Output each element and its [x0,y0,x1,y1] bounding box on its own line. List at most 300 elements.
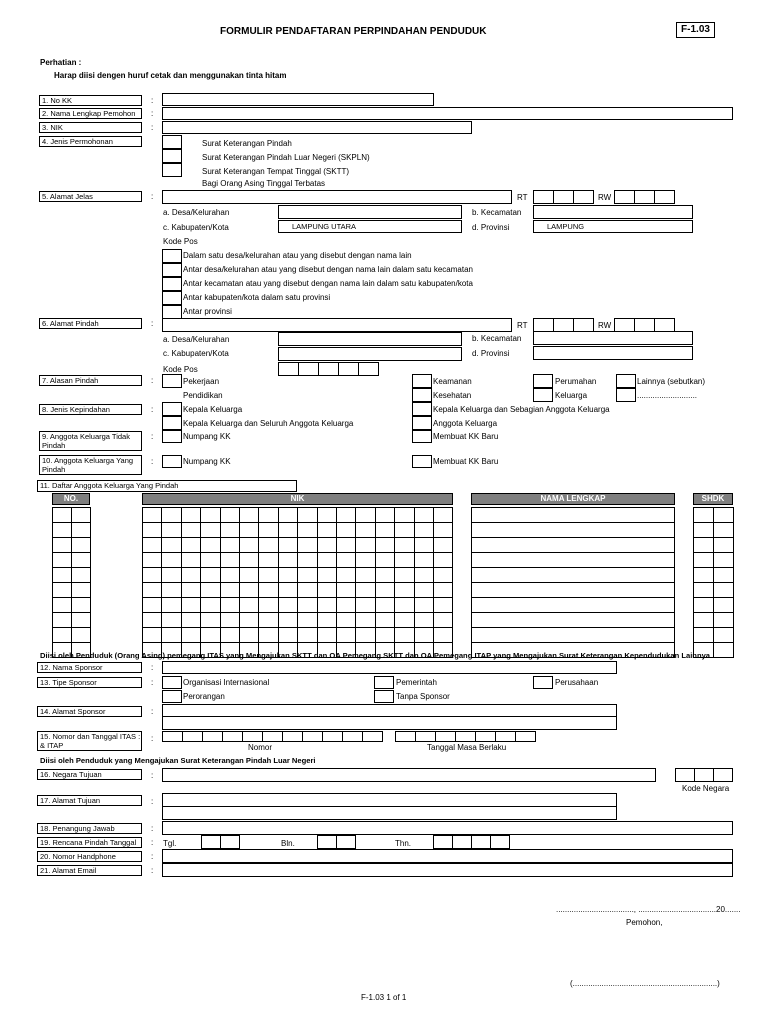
nik-digit-cell[interactable] [258,597,278,613]
no-cell[interactable] [52,552,72,568]
nik-digit-cell[interactable] [336,627,356,643]
itas-date-box[interactable] [415,731,436,742]
nik-digit-cell[interactable] [317,612,337,628]
nik-digit-cell[interactable] [278,567,298,583]
no-cell[interactable] [71,537,91,553]
checkbox-keluarga[interactable] [533,388,553,402]
tanggal-box[interactable] [220,835,240,849]
checkbox-klasifikasi-2[interactable] [162,263,182,277]
no-cell[interactable] [71,522,91,538]
itas-date-box[interactable] [455,731,476,742]
rt-box[interactable] [573,318,594,332]
nik-digit-cell[interactable] [355,582,375,598]
nik-digit-cell[interactable] [297,582,317,598]
nik-digit-cell[interactable] [355,552,375,568]
rw-label: RW [598,321,612,330]
rw-box[interactable] [614,190,635,204]
itas-digit-box[interactable] [242,731,263,742]
nama-lengkap-cell[interactable] [471,567,675,583]
nik-digit-cell[interactable] [317,567,337,583]
nik-digit-cell[interactable] [394,597,414,613]
kode-pos-box[interactable] [338,362,359,376]
nik-digit-cell[interactable] [181,522,201,538]
itas-digit-box[interactable] [362,731,383,742]
nik-digit-cell[interactable] [258,612,278,628]
nik-digit-cell[interactable] [336,537,356,553]
nik-digit-cell[interactable] [317,552,337,568]
kode-negara-box[interactable] [694,768,714,782]
nik-digit-cell[interactable] [336,597,356,613]
nik-digit-cell[interactable] [433,507,453,523]
nik-digit-cell[interactable] [433,522,453,538]
kode-pos-box[interactable] [358,362,379,376]
nik-digit-cell[interactable] [161,507,181,523]
negara-tujuan-input[interactable] [162,768,656,782]
nik-digit-cell[interactable] [394,552,414,568]
nik-digit-cell[interactable] [142,552,162,568]
nik-digit-cell[interactable] [355,522,375,538]
itas-digit-box[interactable] [222,731,243,742]
bulan-box[interactable] [317,835,337,849]
no-cell[interactable] [52,597,72,613]
nik-digit-cell[interactable] [200,582,220,598]
nik-digit-cell[interactable] [394,612,414,628]
nik-digit-cell[interactable] [239,582,259,598]
nik-digit-cell[interactable] [317,522,337,538]
no-cell[interactable] [71,507,91,523]
nik-digit-cell[interactable] [278,507,298,523]
checkbox-organisasi[interactable] [162,676,182,689]
nik-digit-cell[interactable] [181,582,201,598]
nik-digit-cell[interactable] [200,537,220,553]
nama-pemohon-input[interactable] [162,107,733,120]
nik-digit-cell[interactable] [220,567,240,583]
no-cell[interactable] [52,567,72,583]
nik-digit-cell[interactable] [161,597,181,613]
nik-digit-cell[interactable] [181,552,201,568]
nik-digit-cell[interactable] [414,537,434,553]
nik-digit-cell[interactable] [258,582,278,598]
pemohon-label: Pemohon, [626,918,663,927]
nama-lengkap-cell[interactable] [471,537,675,553]
itas-date-box[interactable] [515,731,536,742]
nik-digit-cell[interactable] [355,537,375,553]
tahun-box[interactable] [490,835,510,849]
no-cell[interactable] [52,537,72,553]
nama-lengkap-cell[interactable] [471,612,675,628]
nik-digit-cell[interactable] [258,627,278,643]
shdk-cell[interactable] [693,582,714,598]
nik-digit-cell[interactable] [142,582,162,598]
label-tipe-sponsor: 13. Tipe Sponsor [37,677,142,688]
nik-digit-cell[interactable] [297,627,317,643]
lainnya-input[interactable] [616,388,636,402]
itas-digit-box[interactable] [302,731,323,742]
klasifikasi-5: Antar provinsi [183,307,232,316]
checkbox-lainnya[interactable] [616,374,636,388]
nik-digit-cell[interactable] [258,507,278,523]
checkbox-kesehatan[interactable] [412,388,432,402]
checkbox-anggota-keluarga[interactable] [412,416,432,430]
nik-digit-cell[interactable] [200,522,220,538]
nik-digit-cell[interactable] [239,522,259,538]
itas-date-box[interactable] [475,731,496,742]
nama-lengkap-cell[interactable] [471,507,675,523]
no-cell[interactable] [52,627,72,643]
checkbox-skp[interactable] [162,135,182,149]
shdk-cell[interactable] [713,627,734,643]
checkbox-keamanan[interactable] [412,374,432,388]
tahun-box[interactable] [471,835,491,849]
nik-digit-cell[interactable] [161,627,181,643]
nik-digit-cell[interactable] [239,507,259,523]
kode-negara-box[interactable] [675,768,695,782]
shdk-cell[interactable] [713,522,734,538]
checkbox-numpang-kk-9[interactable] [162,430,182,443]
alamat-jelas-input[interactable] [162,190,512,204]
itas-digit-box[interactable] [262,731,283,742]
nik-digit-cell[interactable] [297,552,317,568]
shdk-cell[interactable] [693,612,714,628]
option-perorangan: Perorangan [183,692,225,701]
checkbox-sktt[interactable] [162,163,182,177]
checkbox-klasifikasi-1[interactable] [162,249,182,263]
no-cell[interactable] [71,582,91,598]
kabupaten-input[interactable] [278,220,462,233]
nik-digit-cell[interactable] [239,537,259,553]
rw-box[interactable] [614,318,635,332]
checkbox-tanpa-sponsor[interactable] [374,690,394,703]
nik-digit-cell[interactable] [336,612,356,628]
nik-digit-cell[interactable] [317,537,337,553]
shdk-cell[interactable] [713,567,734,583]
shdk-cell[interactable] [713,597,734,613]
nik-digit-cell[interactable] [375,552,395,568]
tahun-box[interactable] [433,835,453,849]
nik-digit-cell[interactable] [317,627,337,643]
shdk-cell[interactable] [693,552,714,568]
nik-digit-cell[interactable] [161,522,181,538]
nik-digit-cell[interactable] [142,627,162,643]
itas-digit-box[interactable] [322,731,343,742]
nik-digit-cell[interactable] [394,507,414,523]
nik-digit-cell[interactable] [297,597,317,613]
no-cell[interactable] [52,522,72,538]
itas-date-box[interactable] [495,731,516,742]
nik-digit-cell[interactable] [161,552,181,568]
nik-digit-cell[interactable] [181,627,201,643]
tahun-box[interactable] [452,835,472,849]
checkbox-pekerjaan[interactable] [162,374,182,388]
nik-digit-cell[interactable] [220,597,240,613]
no-cell[interactable] [52,507,72,523]
nik-digit-cell[interactable] [161,612,181,628]
nik-digit-cell[interactable] [220,507,240,523]
nik-digit-cell[interactable] [433,582,453,598]
nik-input[interactable] [162,121,472,134]
shdk-cell[interactable] [693,567,714,583]
shdk-cell[interactable] [693,537,714,553]
desa-pindah-input[interactable] [278,332,462,346]
nik-digit-cell[interactable] [394,537,414,553]
checkbox-kepala-keluarga[interactable] [162,402,182,416]
nik-digit-cell[interactable] [181,507,201,523]
shdk-cell[interactable] [713,642,734,658]
nik-digit-cell[interactable] [336,507,356,523]
nik-digit-cell[interactable] [181,567,201,583]
desa-input[interactable] [278,205,462,219]
rw-box[interactable] [634,318,655,332]
label-thn: Thn. [395,839,412,848]
nik-digit-cell[interactable] [433,552,453,568]
tanggal-box[interactable] [201,835,221,849]
itas-digit-box[interactable] [282,731,303,742]
nik-digit-cell[interactable] [375,597,395,613]
nik-digit-cell[interactable] [258,567,278,583]
checkbox-kk-seluruh[interactable] [162,416,182,430]
bulan-box[interactable] [336,835,356,849]
nik-digit-cell[interactable] [220,537,240,553]
nik-digit-cell[interactable] [414,507,434,523]
nik-digit-cell[interactable] [142,537,162,553]
nik-digit-cell[interactable] [239,567,259,583]
nik-digit-cell[interactable] [278,612,298,628]
nik-digit-cell[interactable] [433,612,453,628]
nik-digit-cell[interactable] [336,567,356,583]
nik-digit-cell[interactable] [414,627,434,643]
nik-digit-cell[interactable] [297,567,317,583]
rw-box[interactable] [634,190,655,204]
nik-digit-cell[interactable] [142,612,162,628]
no-cell[interactable] [52,582,72,598]
label-alamat-pindah: 6. Alamat Pindah [39,318,142,329]
kode-pos-box[interactable] [318,362,339,376]
nik-digit-cell[interactable] [181,537,201,553]
nik-digit-cell[interactable] [394,627,414,643]
nik-digit-cell[interactable] [375,582,395,598]
checkbox-kk-sebagian[interactable] [412,402,432,416]
checkbox-membuat-kk-9[interactable] [412,430,432,443]
nik-digit-cell[interactable] [375,522,395,538]
rt-box[interactable] [553,318,574,332]
checkbox-pemerintah[interactable] [374,676,394,689]
nik-digit-cell[interactable] [278,582,298,598]
nik-digit-cell[interactable] [258,522,278,538]
itas-digit-box[interactable] [182,731,203,742]
nik-digit-cell[interactable] [394,582,414,598]
rt-box[interactable] [573,190,594,204]
nik-digit-cell[interactable] [181,612,201,628]
kode-pos-box[interactable] [278,362,299,376]
nik-digit-cell[interactable] [433,537,453,553]
nik-digit-cell[interactable] [414,552,434,568]
nik-digit-cell[interactable] [239,627,259,643]
nik-digit-cell[interactable] [336,582,356,598]
nik-digit-cell[interactable] [200,627,220,643]
itas-date-box[interactable] [435,731,456,742]
notice-text: Harap diisi dengen huruf cetak dan menggunakan tinta hitam [54,71,287,80]
itas-digit-box[interactable] [202,731,223,742]
nik-digit-cell[interactable] [317,507,337,523]
nik-digit-cell[interactable] [220,552,240,568]
checkbox-perumahan[interactable] [533,374,553,388]
nama-lengkap-cell[interactable] [471,597,675,613]
checkbox-perusahaan[interactable] [533,676,553,689]
nik-digit-cell[interactable] [220,522,240,538]
option-pemerintah: Pemerintah [396,678,437,687]
no-cell[interactable] [71,612,91,628]
nik-digit-cell[interactable] [220,612,240,628]
rt-box[interactable] [553,190,574,204]
shdk-cell[interactable] [693,627,714,643]
nik-digit-cell[interactable] [278,522,298,538]
checkbox-numpang-kk-10[interactable] [162,455,182,468]
nik-digit-cell[interactable] [220,627,240,643]
nik-digit-cell[interactable] [297,537,317,553]
nik-digit-cell[interactable] [278,627,298,643]
alamat-tujuan-input-1[interactable] [162,793,617,807]
shdk-cell[interactable] [713,537,734,553]
nik-digit-cell[interactable] [239,552,259,568]
checkbox-klasifikasi-3[interactable] [162,277,182,291]
no-kk-input[interactable] [162,93,434,106]
nik-digit-cell[interactable] [297,522,317,538]
nik-digit-cell[interactable] [414,612,434,628]
nama-lengkap-cell[interactable] [471,627,675,643]
nik-digit-cell[interactable] [200,507,220,523]
nik-digit-cell[interactable] [355,627,375,643]
checkbox-klasifikasi-4[interactable] [162,291,182,305]
alamat-email-input[interactable] [162,863,733,877]
shdk-cell[interactable] [713,552,734,568]
nama-lengkap-cell[interactable] [471,552,675,568]
no-cell[interactable] [71,552,91,568]
nama-lengkap-cell[interactable] [471,522,675,538]
kabupaten-pindah-input[interactable] [278,347,462,361]
nik-digit-cell[interactable] [297,507,317,523]
nik-digit-cell[interactable] [278,537,298,553]
nik-digit-cell[interactable] [355,507,375,523]
nik-digit-cell[interactable] [414,567,434,583]
nik-digit-cell[interactable] [317,597,337,613]
alamat-pindah-input[interactable] [162,318,512,332]
nik-digit-cell[interactable] [161,567,181,583]
nik-digit-cell[interactable] [317,582,337,598]
nik-digit-cell[interactable] [200,597,220,613]
checkbox-perorangan[interactable] [162,690,182,703]
nik-digit-cell[interactable] [142,597,162,613]
shdk-cell[interactable] [713,582,734,598]
kode-negara-box[interactable] [713,768,733,782]
kecamatan-pindah-input[interactable] [533,331,693,345]
label-tgl: Tgl. [163,839,177,848]
nik-digit-cell[interactable] [200,567,220,583]
shdk-cell[interactable] [693,597,714,613]
nik-digit-cell[interactable] [239,612,259,628]
itas-date-box[interactable] [395,731,416,742]
nik-digit-cell[interactable] [200,552,220,568]
nik-digit-cell[interactable] [181,597,201,613]
nik-digit-cell[interactable] [414,582,434,598]
nik-digit-cell[interactable] [355,612,375,628]
checkbox-klasifikasi-5[interactable] [162,305,182,319]
shdk-cell[interactable] [713,612,734,628]
kecamatan-input[interactable] [533,205,693,219]
nik-digit-cell[interactable] [433,627,453,643]
nik-digit-cell[interactable] [258,552,278,568]
nik-digit-cell[interactable] [142,567,162,583]
nik-digit-cell[interactable] [200,612,220,628]
alamat-sponsor-input-2[interactable] [162,716,617,730]
nik-digit-cell[interactable] [375,627,395,643]
colon: : [151,797,154,806]
nik-digit-cell[interactable] [375,537,395,553]
nik-digit-cell[interactable] [161,537,181,553]
nik-digit-cell[interactable] [433,597,453,613]
rt-box[interactable] [533,318,554,332]
no-cell[interactable] [71,567,91,583]
nik-digit-cell[interactable] [375,567,395,583]
nik-digit-cell[interactable] [433,567,453,583]
nik-digit-cell[interactable] [414,597,434,613]
rt-box[interactable] [533,190,554,204]
nik-digit-cell[interactable] [375,507,395,523]
nik-digit-cell[interactable] [336,552,356,568]
rt-label: RT [517,321,528,330]
nik-digit-cell[interactable] [355,567,375,583]
nomor-handphone-input[interactable] [162,849,733,863]
nik-digit-cell[interactable] [394,522,414,538]
label-rencana-pindah: 19. Rencana Pindah Tanggal [37,837,142,848]
nik-digit-cell[interactable] [355,597,375,613]
nik-digit-cell[interactable] [414,522,434,538]
nik-digit-cell[interactable] [220,582,240,598]
itas-digit-box[interactable] [162,731,183,742]
nik-digit-cell[interactable] [142,522,162,538]
nik-digit-cell[interactable] [258,537,278,553]
no-cell[interactable] [71,597,91,613]
rw-box[interactable] [654,190,675,204]
no-cell[interactable] [52,612,72,628]
kode-pos-box[interactable] [298,362,319,376]
nik-digit-cell[interactable] [239,597,259,613]
colon: : [151,734,154,743]
nama-sponsor-input[interactable] [162,661,617,674]
nik-digit-cell[interactable] [278,597,298,613]
no-cell[interactable] [71,627,91,643]
nik-digit-cell[interactable] [278,552,298,568]
shdk-cell[interactable] [693,522,714,538]
checkbox-skpln[interactable] [162,149,182,163]
nama-lengkap-cell[interactable] [471,582,675,598]
nik-digit-cell[interactable] [336,522,356,538]
penanggung-jawab-input[interactable] [162,821,733,835]
shdk-cell[interactable] [713,507,734,523]
checkbox-membuat-kk-10[interactable] [412,455,432,468]
itas-digit-box[interactable] [342,731,363,742]
alamat-tujuan-input-2[interactable] [162,806,617,820]
shdk-cell[interactable] [693,507,714,523]
provinsi-pindah-input[interactable] [533,346,693,360]
provinsi-input[interactable] [533,220,693,233]
label-kode-pos: Kode Pos [163,365,198,374]
nik-digit-cell[interactable] [394,567,414,583]
nik-digit-cell[interactable] [375,612,395,628]
nik-digit-cell[interactable] [161,582,181,598]
nik-digit-cell[interactable] [142,507,162,523]
rw-box[interactable] [654,318,675,332]
nik-digit-cell[interactable] [297,612,317,628]
